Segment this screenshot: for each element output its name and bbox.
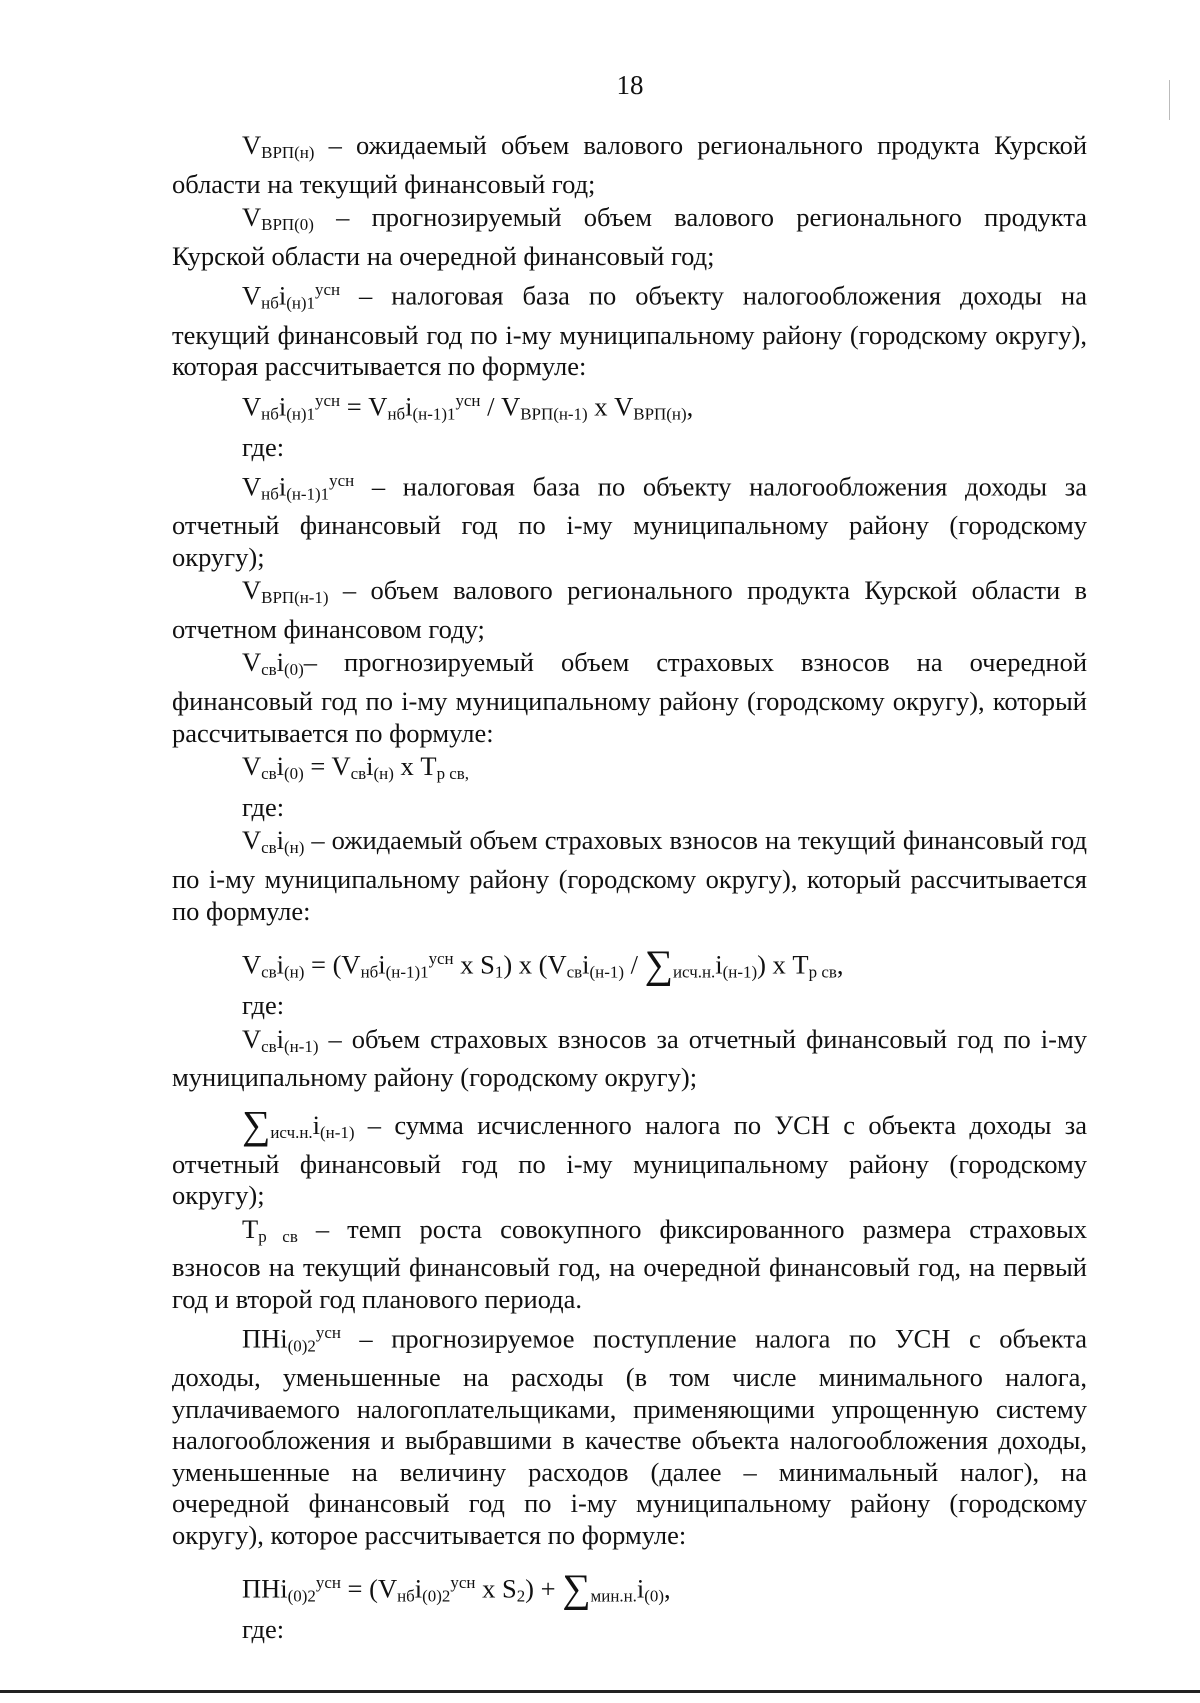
subscript: нб: [360, 962, 379, 982]
formula: [172, 385, 1087, 430]
subscript: (0): [284, 660, 304, 680]
page-number: 18: [616, 70, 644, 100]
sigma-symbol: ∑: [242, 1102, 271, 1147]
subscript: (0)2: [422, 1586, 451, 1606]
where-label: [172, 432, 1087, 464]
subscript: (н-1)1: [385, 962, 429, 982]
subscript: (н): [373, 764, 394, 784]
text-run: ,: [836, 949, 844, 980]
text-run: i: [276, 647, 285, 678]
text-run: i: [414, 1573, 423, 1604]
text-run: V: [242, 1023, 262, 1054]
sigma-symbol: ∑: [644, 942, 673, 987]
text-run: i: [636, 1573, 645, 1604]
text-run: i: [405, 390, 413, 421]
superscript: усн: [315, 1573, 341, 1593]
text-run: – ожидаемый объем страховых взносов на текущий финансовый год по i-му муниципальному району (городскому округу), который рассчитывается по формуле:: [172, 825, 1087, 926]
text-run: i: [276, 825, 285, 856]
document-body: [172, 130, 1087, 1648]
subscript: 1: [494, 962, 504, 982]
paragraph: [172, 647, 1087, 749]
text-run: i: [312, 1109, 321, 1140]
text-run: Т: [242, 1213, 259, 1244]
spacer: [172, 929, 1087, 943]
paragraph: [172, 1102, 1087, 1212]
text-run: – налоговая база по объекту налогообложения доходы на текущий финансовый год по i-му муниципальному району (городскому округу), которая рассчитывается по формуле:: [172, 280, 1087, 382]
text-run: ) х (V: [503, 949, 567, 980]
text-run: i: [276, 751, 285, 782]
subscript: ВРП(0): [261, 215, 314, 235]
subscript: ВРП(н): [633, 404, 687, 424]
subscript: ВРП(н-1): [261, 588, 329, 608]
text-run: i: [276, 949, 285, 980]
subscript: св: [261, 1036, 277, 1056]
text-run: = (V: [340, 1573, 398, 1604]
formula: [172, 751, 1087, 790]
superscript: усн: [450, 1573, 476, 1593]
paragraph: [172, 1317, 1087, 1551]
subscript: исч.н.: [270, 1123, 313, 1143]
subscript: (н-1): [589, 962, 624, 982]
paragraph: [172, 130, 1087, 200]
text-run: V: [242, 647, 262, 678]
subscript: св: [350, 764, 367, 784]
paragraph: [172, 274, 1087, 382]
subscript: св: [261, 838, 277, 858]
subscript: (0): [284, 764, 304, 784]
where-label: [172, 792, 1087, 824]
paragraph: [172, 575, 1087, 645]
scan-bottom-border: [0, 1690, 1200, 1693]
subscript: (0): [644, 1586, 665, 1606]
text-run: где:: [242, 990, 285, 1021]
subscript: нб: [261, 484, 279, 504]
text-run: = V: [303, 751, 351, 782]
text-run: – объем страховых взносов за отчетный финансовый год по i-му муниципальному району (городскому округу);: [172, 1023, 1087, 1093]
subscript: (н)1: [286, 294, 316, 314]
text-run: i: [715, 949, 723, 980]
text-run: ) +: [525, 1573, 563, 1604]
subscript: нб: [397, 1586, 415, 1606]
subscript: (н-1)1: [412, 404, 456, 424]
text-run: V: [242, 751, 262, 782]
subscript: (н): [284, 838, 305, 858]
text-run: – прогнозируемый объем валового регионального продукта Курской области на очередной финансовый год;: [172, 202, 1087, 271]
subscript: св: [261, 660, 277, 680]
subscript: (н)1: [286, 404, 316, 424]
text-run: где:: [242, 431, 285, 462]
subscript: (н): [284, 962, 305, 982]
text-run: V: [242, 280, 262, 311]
subscript: (н-1): [320, 1123, 355, 1143]
text-run: = V: [340, 390, 388, 421]
text-run: х V: [587, 390, 634, 421]
text-run: i: [366, 751, 374, 782]
text-run: i: [582, 949, 590, 980]
text-run: V: [242, 130, 262, 160]
text-run: i: [278, 471, 287, 502]
formula: [172, 943, 1087, 988]
where-label: [172, 1614, 1087, 1646]
text-run: i: [278, 280, 287, 311]
text-run: i: [278, 390, 287, 421]
text-run: ПНi: [242, 1323, 288, 1354]
subscript: (н-1): [284, 1036, 319, 1056]
superscript: усн: [315, 280, 341, 300]
text-run: – прогнозируемый объем страховых взносов на очередной финансовый год по i-му муниципальному району (городскому округу), который рассчитывается по формуле:: [172, 647, 1087, 748]
subscript: ВРП(н-1): [520, 404, 588, 424]
text-run: х Т: [393, 751, 437, 782]
paragraph: [172, 202, 1087, 272]
superscript: усн: [455, 390, 481, 410]
text-run: i: [378, 949, 386, 980]
text-run: V: [242, 575, 262, 606]
subscript: р св: [258, 1226, 298, 1246]
text-run: – сумма исчисленного налога по УСН с объекта доходы за отчетный финансовый год по i-му муниципальному району (городскому округу);: [172, 1109, 1087, 1211]
spacer: [172, 1096, 1087, 1110]
text-run: V: [242, 949, 262, 980]
subscript: ВРП(н): [261, 143, 315, 163]
superscript: усн: [329, 471, 355, 491]
where-label: [172, 990, 1087, 1022]
text-run: /: [624, 949, 645, 980]
text-run: х S: [475, 1573, 517, 1604]
paragraph: [172, 1214, 1087, 1316]
text-run: – объем валового регионального продукта Курской области в отчетном финансовом году;: [172, 575, 1087, 644]
text-run: – прогнозируемое поступление налога по УСН с объекта доходы, уменьшенные на расходы (в том числе минимального налога, уплачиваемого налогоплательщиками, применяющими упрощенную систему налогообложения и выбравшими в качестве объекта налогообложения доходы, уменьшенные на величину расходов (далее – минимальный налог), на очередной финансовый год по i-му муниципальному району (городскому округу), которое рассчитывается по формуле:: [172, 1323, 1087, 1550]
subscript: (н-1): [722, 962, 758, 982]
subscript: мин.н.: [590, 1586, 637, 1606]
text-run: V: [242, 202, 262, 233]
paragraph: [172, 465, 1087, 573]
text-run: ,: [686, 390, 694, 421]
subscript: нб: [387, 404, 406, 424]
subscript: исч.н.: [672, 962, 716, 982]
subscript: р св,: [436, 764, 470, 784]
sigma-symbol: ∑: [562, 1566, 591, 1611]
text-run: ПНi: [242, 1573, 288, 1604]
text-run: где:: [242, 1614, 285, 1645]
superscript: усн: [315, 390, 341, 410]
subscript: нб: [261, 294, 279, 314]
text-run: где:: [242, 791, 285, 822]
subscript: 2: [516, 1586, 526, 1606]
subscript: св: [261, 962, 277, 982]
text-run: – темп роста совокупного фиксированного размера страховых взносов на текущий финансовый год, на очередной финансовый год, на первый год и второй год планового периода.: [172, 1213, 1088, 1314]
formula: [172, 1567, 1087, 1612]
subscript: р св: [808, 962, 837, 982]
spacer: [172, 1553, 1087, 1567]
superscript: усн: [428, 949, 454, 969]
text-run: V: [242, 471, 262, 502]
paragraph: [172, 1024, 1087, 1094]
text-run: / V: [480, 390, 521, 421]
paragraph: [172, 825, 1087, 927]
subscript: (н-1)1: [286, 484, 330, 504]
text-run: х S: [453, 949, 495, 980]
text-run: ,: [664, 1573, 671, 1604]
text-run: V: [242, 390, 262, 421]
superscript: усн: [315, 1323, 341, 1343]
subscript: св: [566, 962, 583, 982]
text-run: – налоговая база по объекту налогообложения доходы за отчетный финансовый год по i-му муниципальному району (городскому округу);: [172, 471, 1087, 572]
text-run: V: [242, 825, 262, 856]
subscript: св: [261, 764, 277, 784]
text-run: ) х Т: [757, 949, 809, 980]
text-run: = (V: [304, 949, 361, 980]
subscript: (0)2: [287, 1586, 316, 1606]
subscript: (0)2: [287, 1336, 316, 1356]
text-run: – ожидаемый объем валового регионального продукта Курской области на текущий финансовый год;: [172, 130, 1087, 199]
subscript: нб: [261, 404, 279, 424]
text-run: i: [276, 1023, 285, 1054]
